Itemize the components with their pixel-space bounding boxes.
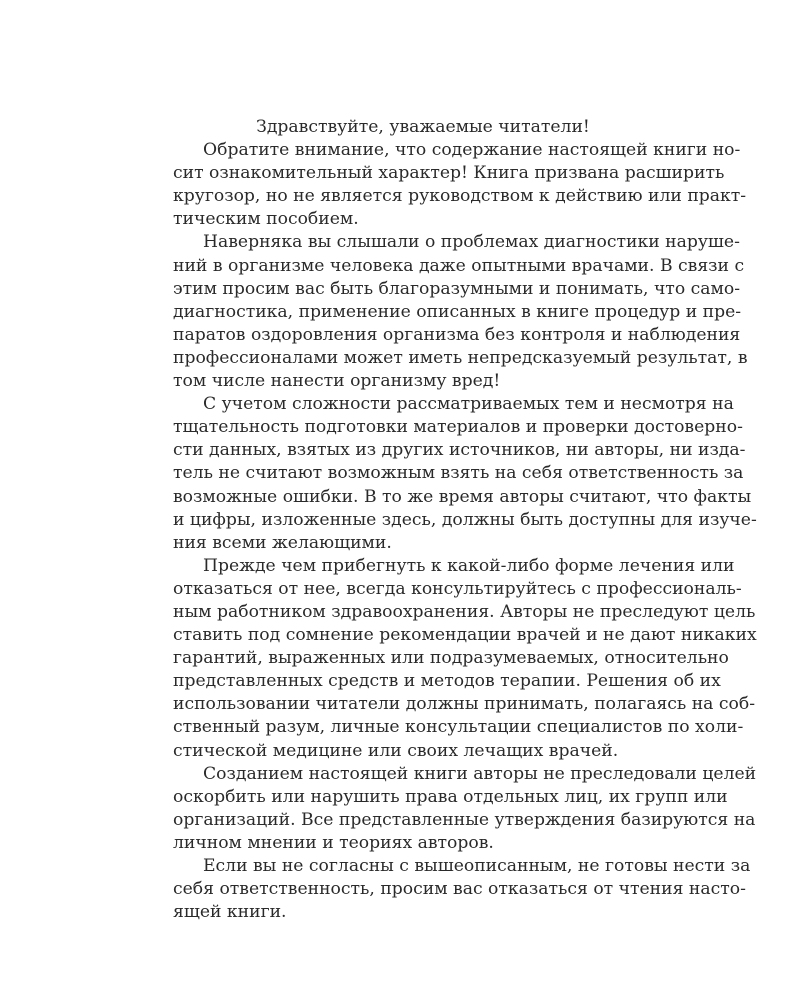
text-line: тическим пособием. (173, 209, 359, 230)
text-line: организаций. Все представленные утверждения базируются на (173, 809, 756, 830)
text-line: оскорбить или нарушить права отдельных лиц, их групп или (173, 786, 728, 807)
text-line: ственный разум, личные консультации специалистов по холи- (173, 717, 744, 738)
text-line: ным работником здравоохранения. Авторы не преследуют цель (173, 601, 756, 622)
text-line: Наверняка вы слышали о проблемах диагностики наруше- (203, 232, 740, 253)
text-line: Если вы не согласны с вышеописанным, не готовы нести за (203, 856, 751, 876)
text-line: ния всеми желающими. (173, 532, 392, 553)
paragraph-4 (143, 555, 757, 763)
text-line: паратов оздоровления организма без контроля и наблюдения (173, 324, 741, 345)
text-line: диагностика, применение описанных в книге процедур и пре- (173, 301, 742, 322)
text-line: Прежде чем прибегнуть к какой-либо форме лечения или (203, 555, 735, 576)
text-line: и цифры, изложенные здесь, должны быть доступны для изуче- (173, 509, 757, 530)
text-line: этим просим вас быть благоразумными и понимать, что само- (173, 278, 741, 299)
text-line: тель не считают возможным взять на себя ответственность за (173, 463, 744, 484)
text-line: представленных средств и методов терапии. Решения об их (173, 671, 721, 692)
text-line: тщательность подготовки материалов и проверки достоверно- (173, 417, 743, 438)
paragraph-5 (143, 763, 757, 855)
text-line: отказаться от нее, всегда консультируйтесь с профессиональ- (173, 578, 742, 599)
greeting-heading: Здравствуйте, уважаемые читатели! (256, 117, 590, 137)
paragraph-6 (143, 855, 751, 924)
text-line: кругозор, но не является руководством к действию или практ- (173, 186, 747, 207)
text-line: Созданием настоящей книги авторы не преследовали целей (203, 763, 757, 784)
text-line: С учетом сложности рассматриваемых тем и несмотря на (203, 394, 734, 415)
text-line: Обратите внимание, что содержание настоящей книги но- (203, 140, 741, 161)
paragraph-1 (143, 139, 747, 231)
text-line: ставить под сомнение рекомендации врачей и не дают никаких (173, 625, 757, 646)
text-line: профессионалами может иметь непредсказуемый результат, в (173, 347, 748, 368)
text-line: возможные ошибки. В то же время авторы считают, что факты (173, 486, 752, 507)
text-line: использовании читатели должны принимать, полагаясь на соб- (173, 694, 756, 715)
text-line: стической медицине или своих лечащих врачей. (173, 740, 619, 761)
text-line: себя ответственность, просим вас отказаться от чтения насто- (173, 879, 746, 900)
text-line: личном мнении и теориях авторов. (173, 832, 494, 853)
text-line: ний в организме человека даже опытными врачами. В связи с (173, 255, 745, 276)
text-line: сти данных, взятых из других источников, ни авторы, ни изда- (173, 440, 746, 461)
text-line: ящей книги. (173, 902, 287, 923)
disclaimer-text (143, 116, 757, 924)
text-line: сит ознакомительный характер! Книга призвана расширить (173, 163, 725, 184)
text-line: том числе нанести организму вред! (173, 371, 501, 392)
paragraph-2 (143, 231, 748, 393)
paragraph-3 (143, 393, 757, 555)
text-line: гарантий, выраженных или подразумеваемых, относительно (173, 648, 729, 669)
